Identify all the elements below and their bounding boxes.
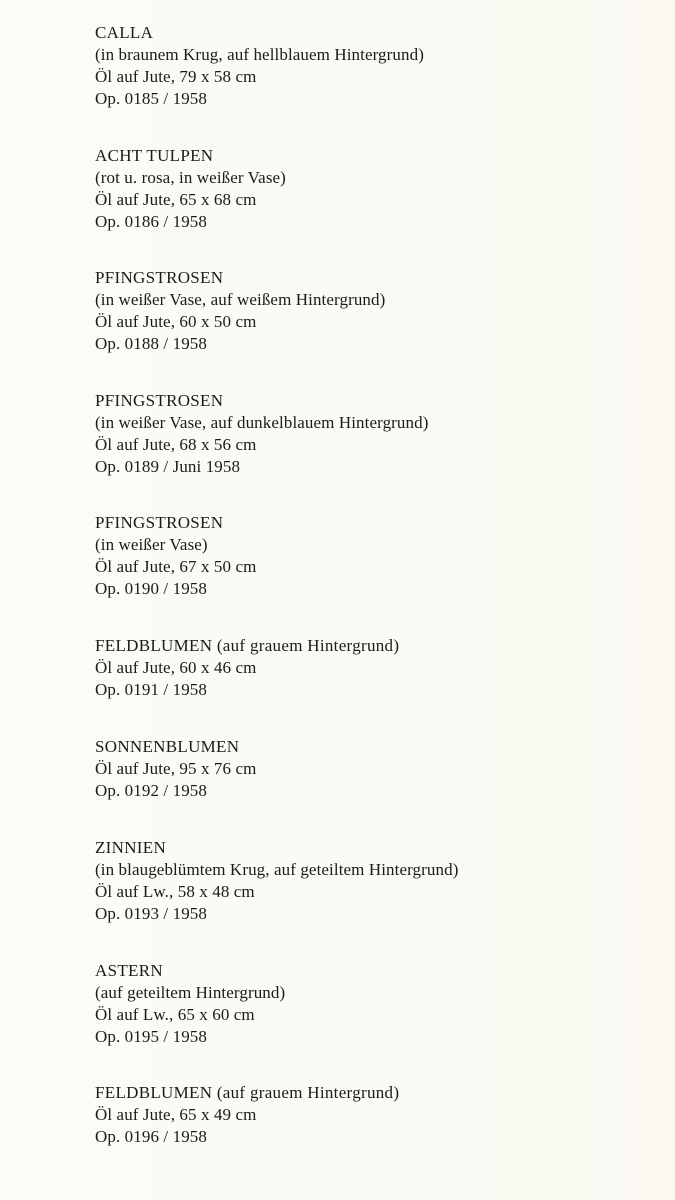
artwork-title: ACHT TULPEN [95,146,214,165]
artwork-description: (in weißer Vase) [95,535,208,554]
artwork-opus: Op. 0196 / 1958 [95,1127,207,1146]
artwork-entry [95,736,635,802]
artwork-entry [95,22,635,110]
artwork-entry [95,635,635,701]
artwork-opus: Op. 0186 / 1958 [95,212,207,231]
artwork-title: PFINGSTROSEN [95,513,224,532]
artwork-title: ZINNIEN [95,838,167,857]
artwork-entry [95,837,635,925]
artwork-entry [95,512,635,600]
artwork-opus: Op. 0192 / 1958 [95,781,207,800]
artwork-medium: Öl auf Jute, 60 x 46 cm [95,658,257,677]
artwork-entry [95,390,635,478]
artwork-entry [95,1082,635,1148]
artwork-entry [95,267,635,355]
artwork-title: SONNENBLUMEN [95,737,240,756]
artwork-opus: Op. 0191 / 1958 [95,680,207,699]
artwork-description: (in weißer Vase, auf weißem Hintergrund) [95,290,386,309]
artwork-opus: Op. 0190 / 1958 [95,579,207,598]
artwork-medium: Öl auf Jute, 68 x 56 cm [95,435,257,454]
artwork-description: (rot u. rosa, in weißer Vase) [95,168,286,187]
artwork-title: PFINGSTROSEN [95,391,224,410]
artwork-medium: Öl auf Jute, 65 x 68 cm [95,190,257,209]
artwork-entry [95,145,635,233]
artwork-opus: Op. 0188 / 1958 [95,334,207,353]
artwork-title: FELDBLUMEN (auf grauem Hintergrund) [95,1083,400,1102]
artwork-description: (in blaugeblümtem Krug, auf geteiltem Hintergrund) [95,860,459,879]
artwork-medium: Öl auf Lw., 65 x 60 cm [95,1005,255,1024]
artwork-medium: Öl auf Jute, 79 x 58 cm [95,67,257,86]
artwork-title: CALLA [95,23,154,42]
artwork-description: (in weißer Vase, auf dunkelblauem Hintergrund) [95,413,429,432]
artwork-description: (auf geteiltem Hintergrund) [95,983,286,1002]
artwork-medium: Öl auf Jute, 67 x 50 cm [95,557,257,576]
artwork-description: (in braunem Krug, auf hellblauem Hintergrund) [95,45,424,64]
artwork-title: ASTERN [95,961,163,980]
artwork-entry [95,960,635,1048]
artwork-title: FELDBLUMEN (auf grauem Hintergrund) [95,636,400,655]
artwork-opus: Op. 0195 / 1958 [95,1027,207,1046]
artwork-medium: Öl auf Jute, 95 x 76 cm [95,759,257,778]
artwork-medium: Öl auf Lw., 58 x 48 cm [95,882,255,901]
artwork-opus: Op. 0185 / 1958 [95,89,207,108]
artwork-medium: Öl auf Jute, 65 x 49 cm [95,1105,257,1124]
artwork-opus: Op. 0193 / 1958 [95,904,207,923]
artwork-opus: Op. 0189 / Juni 1958 [95,457,241,476]
artwork-medium: Öl auf Jute, 60 x 50 cm [95,312,257,331]
artwork-title: PFINGSTROSEN [95,268,224,287]
